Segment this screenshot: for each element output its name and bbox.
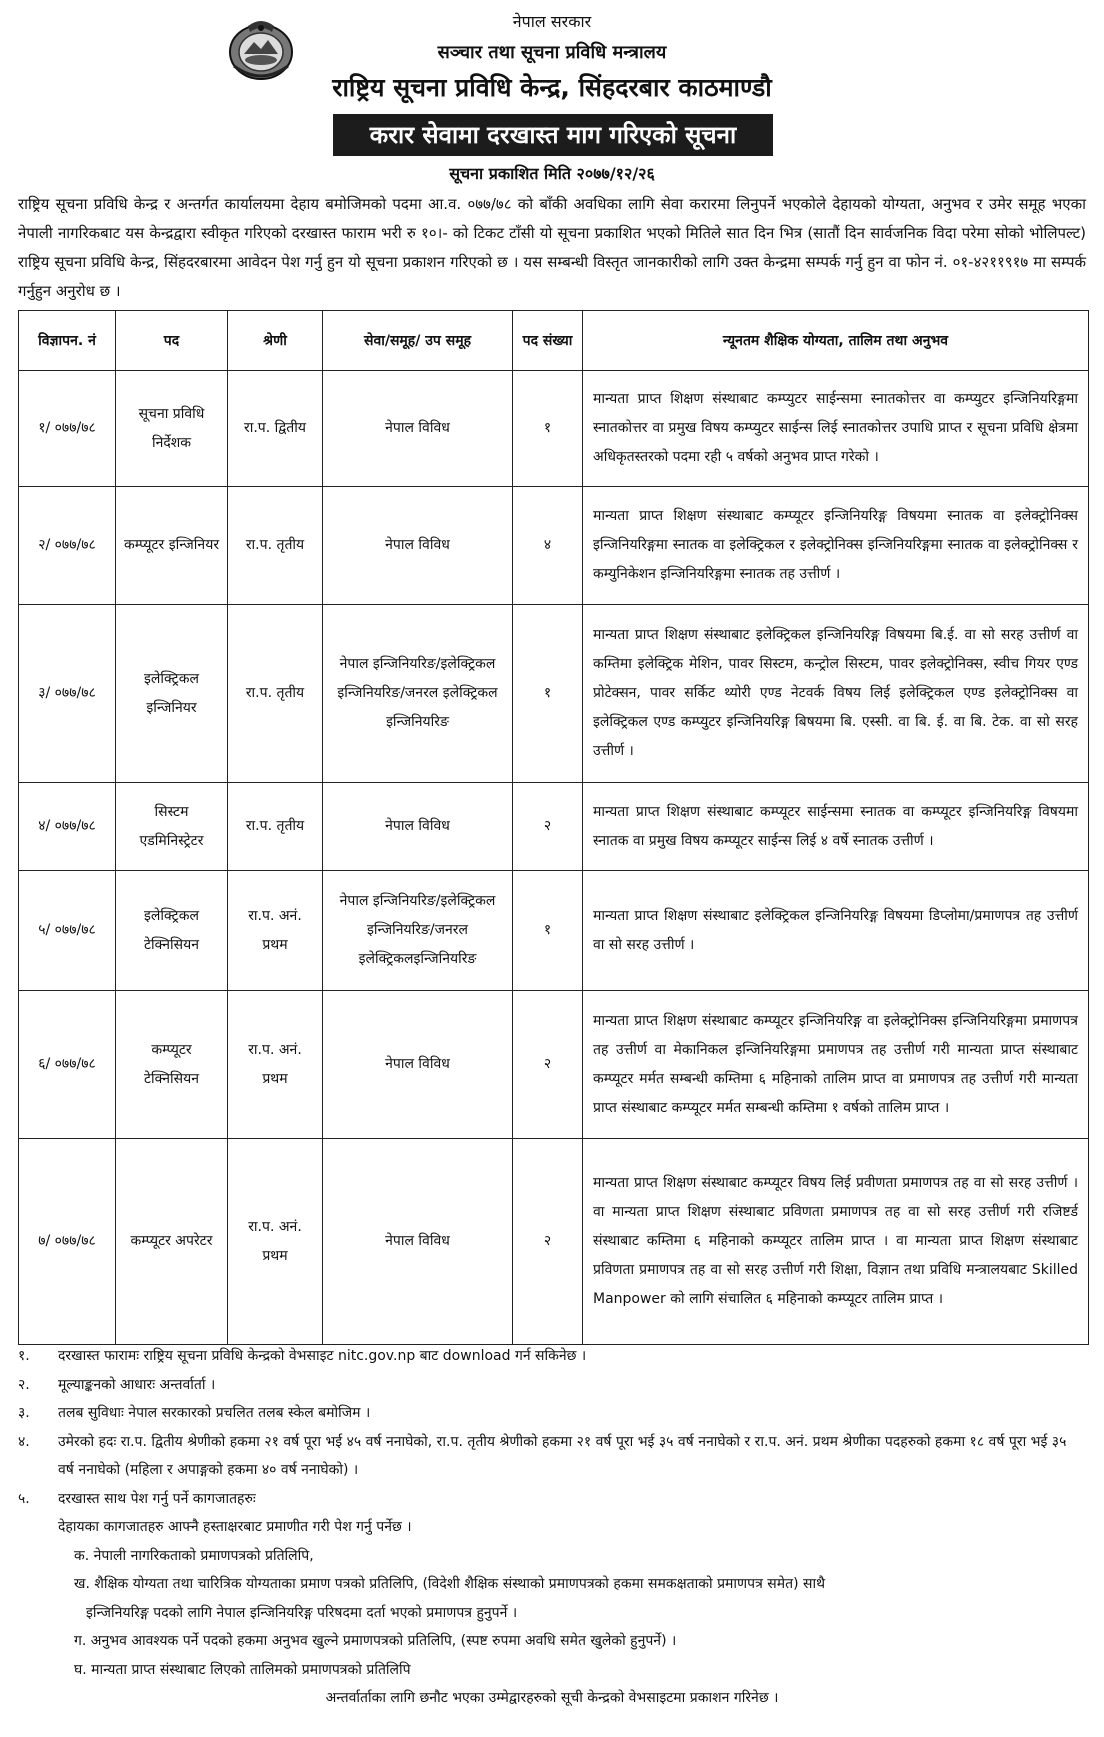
notice-title-banner: करार सेवामा दरखास्त माग गरिएको सूचना: [333, 114, 773, 156]
ad-no-cell: ७/ ०७७/७८: [19, 1139, 116, 1345]
ministry-name: सञ्चार तथा सूचना प्रविधि मन्त्रालय: [437, 42, 667, 63]
table-row: [19, 871, 1089, 991]
count-cell: २: [513, 783, 583, 871]
qualification-cell: मान्यता प्राप्त शिक्षण संस्थाबाट कम्प्यूटर इन्जिनियरिङ्ग वा इलेक्ट्रोनिक्स इन्जिनियरिङ्गमा प्रमाणपत्र तह उत्तीर्ण वा मेकानिकल इन्जिनियरिङ्गमा प्रमाणपत्र तह उत्तीर्ण गरी मान्यता प्राप्त संस्थाबाट कम्प्यूटर मर्मत सम्बन्धी कम्तिमा ६ महिनाको तालिम प्राप्त वा प्रमाणपत्र तह उत्तीर्ण गरी मान्यता प्राप्त संस्थाबाट कम्प्यूटर मर्मत सम्बन्धी कम्तिमा १ वर्षको तालिम प्राप्त ।: [583, 991, 1089, 1139]
post-cell: इलेक्ट्रिकल टेक्निसियन: [116, 871, 228, 991]
published-date: सूचना प्रकाशित मिति २०७७/१२/२६: [449, 164, 655, 183]
count-cell: २: [513, 1139, 583, 1345]
note-5-item-ka: क. नेपाली नागरिकताको प्रमाणपत्रको प्रतिलिपि,: [74, 1547, 314, 1564]
service-cell: नेपाल विविध: [323, 487, 513, 605]
note-5-item-gha: घ. मान्यता प्राप्त संस्थाबाट लिएको तालिमको प्रमाणपत्रको प्रतिलिपि: [74, 1661, 411, 1678]
note-text: मूल्याङ्कनको आधारः अन्तर्वार्ता ।: [58, 1376, 216, 1393]
ad-no-cell: ३/ ०७७/७८: [19, 605, 116, 783]
note-5-item-kha: ख. शैक्षिक योग्यता तथा चारित्रिक योग्यताका प्रमाण पत्रको प्रतिलिपि, (विदेशी शैक्षिक संस्थाको प्रमाणपत्रको हकमा समकक्षताको प्रमाणपत्र समेत) साथै: [74, 1576, 826, 1592]
qualification-cell: मान्यता प्राप्त शिक्षण संस्थाबाट इलेक्ट्रिकल इन्जिनियरिङ्ग विषयमा बि.ई. वा सो सरह उत्तीर्ण वा कम्तिमा इलेक्ट्रिक मेशिन, पावर सिस्टम, कन्ट्रोल सिस्टम, पावर इलेक्ट्रोनिक्स, स्वीच गियर एण्ड प्रोटेक्सन, पावर सर्किट थ्योरी एण्ड नेटवर्क विषय लिई इलेक्ट्रिकल एण्ड इलेक्ट्रोनिक्स वा इलेक्ट्रिकल एण्ड कम्प्युटर इन्जिनियरिङ्ग बिषयमा बि. एस्सी. वा बि. ई. वा बि. टेक. वा सो सरह उत्तीर्ण ।: [583, 605, 1089, 783]
note-number: ३.: [18, 1405, 30, 1421]
ad-no-cell: ५/ ०७७/७८: [19, 871, 116, 991]
note-text: दरखास्त साथ पेश गर्नु पर्ने कागजातहरुः: [58, 1490, 256, 1507]
post-cell: सूचना प्रविधि निर्देशक: [116, 371, 228, 487]
table-row: [19, 991, 1089, 1139]
header-ad-no: विज्ञापन. नं: [19, 311, 116, 371]
note-text: तलब सुविधाः नेपाल सरकारको प्रचलित तलब स्केल बमोजिम ।: [58, 1405, 371, 1421]
header-service: सेवा/समूह/ उप समूह: [323, 311, 513, 371]
post-cell: कम्प्यूटर इन्जिनियर: [116, 487, 228, 605]
service-cell: नेपाल विविध: [323, 371, 513, 487]
class-cell: रा.प. अनं. प्रथम: [228, 871, 323, 991]
class-cell: रा.प. अनं. प्रथम: [228, 991, 323, 1139]
class-cell: रा.प. तृतीय: [228, 605, 323, 783]
note-3: [18, 1399, 1086, 1428]
note-text: दरखास्त फारामः राष्ट्रिय सूचना प्रविधि केन्द्रको वेभसाइट nitc.gov.np बाट download गर्न सकिनेछ ।: [58, 1348, 587, 1364]
note-5-item-ga: ग. अनुभव आवश्यक पर्ने पदको हकमा अनुभव खुल्ने प्रमाणपत्रको प्रतिलिपि, (स्पष्ट रुपमा अवधि समेत खुलेको हुनुपर्ने) ।: [74, 1633, 677, 1649]
class-cell: रा.प. तृतीय: [228, 783, 323, 871]
note-text: उमेरको हदः रा.प. द्वितीय श्रेणीको हकमा २१ वर्ष पूरा भई ४५ वर्ष ननाघेको, रा.प. तृतीय श्रेणीको हकमा २१ वर्ष पूरा भई ३५ वर्ष ननाघेको र रा.प. अनं. प्रथम श्रेणीका पदहरुको हकमा १८ वर्ष पूरा भई ३५ वर्ष ननाघेको (महिला र अपाङ्गको हकमा ४० वर्ष ननाघेको) ।: [58, 1433, 1067, 1478]
count-cell: ४: [513, 487, 583, 605]
header-class: श्रेणी: [228, 311, 323, 371]
qualification-cell: मान्यता प्राप्त शिक्षण संस्थाबाट कम्प्युटर साईन्समा स्नातकोत्तर वा कम्प्युटर इन्जिनियरिङ्गमा स्नातकोत्तर वा प्रमुख विषय कम्प्युटर साईन्स लिई स्नातकोत्तर उपाधि प्राप्त र सूचना प्रविधि क्षेत्रमा अधिकृतस्तरको पदमा रही ५ वर्षको अनुभव प्राप्त गरेको ।: [583, 371, 1089, 487]
vacancy-table: [18, 310, 1089, 1345]
count-cell: २: [513, 991, 583, 1139]
count-cell: १: [513, 871, 583, 991]
post-cell: सिस्टम एडमिनिस्ट्रेटर: [116, 783, 228, 871]
center-name: राष्ट्रिय सूचना प्रविधि केन्द्र, सिंहदरबार काठमाण्डौ: [332, 73, 772, 102]
ad-no-cell: १/ ०७७/७८: [19, 371, 116, 487]
table-row: [19, 605, 1089, 783]
service-cell: नेपाल विविध: [323, 783, 513, 871]
note-5: [18, 1485, 1086, 1514]
service-cell: नेपाल इन्जिनियरिङ/इलेक्ट्रिकल इन्जिनियरिङ/जनरल इलेक्ट्रिकल इन्जिनियरिङ: [323, 605, 513, 783]
table-row: [19, 783, 1089, 871]
note-number: ५.: [18, 1490, 30, 1507]
qualification-cell: मान्यता प्राप्त शिक्षण संस्थाबाट इलेक्ट्रिकल इन्जिनियरिङ्ग विषयमा डिप्लोमा/प्रमाणपत्र तह उत्तीर्ण वा सो सरह उत्तीर्ण ।: [583, 871, 1089, 991]
note-4: [18, 1428, 1086, 1485]
table-row: [19, 1139, 1089, 1345]
service-cell: नेपाल विविध: [323, 1139, 513, 1345]
table-row: [19, 371, 1089, 487]
header-count: पद संख्या: [513, 311, 583, 371]
note-number: ४.: [18, 1433, 30, 1450]
ad-no-cell: २/ ०७७/७८: [19, 487, 116, 605]
class-cell: रा.प. तृतीय: [228, 487, 323, 605]
class-cell: रा.प. अनं. प्रथम: [228, 1139, 323, 1345]
qualification-cell: मान्यता प्राप्त शिक्षण संस्थाबाट कम्प्यूटर विषय लिई प्रवीणता प्रमाणपत्र तह वा सो सरह उत्तीर्ण । वा मान्यता प्राप्त शिक्षण संस्थाबाट प्रविणता प्रमाणपत्र तह वा सो सरह उत्तीर्ण गरी रजिष्टर्ड संस्थाबाट कम्तिमा ६ महिनाको कम्प्यूटर तालिम प्राप्त । वा मान्यता प्राप्त शिक्षण संस्थाबाट प्रविणता प्रमाणपत्र तह वा सो सरह उत्तीर्ण गरी शिक्षा, विज्ञान तथा प्रविधि मन्त्रालयबाट Skilled Manpower को लागि संचालित ६ महिनाको कम्प्यूटर तालिम प्राप्त ।: [583, 1139, 1089, 1345]
header-post: पद: [116, 311, 228, 371]
note-5-intro: देहायका कागजातहरु आफ्नै हस्ताक्षरबाट प्रमाणीत गरी पेश गर्नु पर्नेछ ।: [58, 1519, 412, 1535]
class-cell: रा.प. द्वितीय: [228, 371, 323, 487]
qualification-cell: मान्यता प्राप्त शिक्षण संस्थाबाट कम्प्यूटर साईन्समा स्नातक वा कम्प्यूटर इन्जिनियरिङ्ग विषयमा स्नातक वा प्रमुख विषय कम्प्यूटर साईन्स लिई ४ वर्षे स्नातक उत्तीर्ण ।: [583, 783, 1089, 871]
government-name: नेपाल सरकार: [512, 12, 592, 31]
table-row: [19, 487, 1089, 605]
service-cell: नेपाल विविध: [323, 991, 513, 1139]
note-5-item-kha-continued: इन्जिनियरिङ्ग पदको लागि नेपाल इन्जिनियरिङ्ग परिषदमा दर्ता भएको प्रमाणपत्र हुनुपर्ने ।: [86, 1604, 518, 1621]
intro-paragraph: राष्ट्रिय सूचना प्रविधि केन्द्र र अन्तर्गत कार्यालयमा देहाय बमोजिमको पदमा आ.व. ०७७/७८ को बाँकी अवधिका लागि सेवा करारमा लिनुपर्ने भएकोले देहायको योग्यता, अनुभव र उमेर समूह भएका नेपाली नागरिकबाट यस केन्द्रद्वारा स्वीकृत गरिएको दरखास्त फाराम भरी रु १०।- को टिकट टाँसी यो सूचना प्रकाशित भएको मितिले सात दिन भित्र (सातौं दिन सार्वजनिक विदा परेमा सोको भोलिपल्ट) राष्ट्रिय सूचना प्रविधि केन्द्र, सिंहदरबारमा आवेदन पेश गर्नु हुन यो सूचना प्रकाशन गरिएको छ । यस सम्बन्धी विस्तृत जानकारीको लागि उक्त केन्द्रमा सम्पर्क गर्नु हुन वा फोन नं. ०१-४२११९१७ मा सम्पर्क गर्नुहुन अनुरोध छ ।: [18, 195, 1086, 300]
count-cell: १: [513, 371, 583, 487]
note-1: [18, 1342, 1086, 1371]
table-header-row: [19, 311, 1089, 371]
ad-no-cell: ६/ ०७७/७८: [19, 991, 116, 1139]
notes-section: [18, 1342, 1086, 1713]
service-cell: नेपाल इन्जिनियरिङ/इलेक्ट्रिकल इन्जिनियरिङ/जनरल इलेक्ट्रिकलइन्जिनियरिङ: [323, 871, 513, 991]
note-2: [18, 1371, 1086, 1400]
qualification-cell: मान्यता प्राप्त शिक्षण संस्थाबाट कम्प्यूटर इन्जिनियरिङ्ग विषयमा स्नातक वा इलेक्ट्रोनिक्स इन्जिनियरिङ्गमा स्नातक वा इलेक्ट्रिकल र इलेक्ट्रोनिक्स इन्जिनियरिङ्गमा स्नातक वा इलेक्ट्रोनिक्स र कम्युनिकेशन इन्जिनियरिङ्गमा स्नातक तह उत्तीर्ण ।: [583, 487, 1089, 605]
post-cell: इलेक्ट्रिकल इन्जिनियर: [116, 605, 228, 783]
ad-no-cell: ४/ ०७७/७८: [19, 783, 116, 871]
note-number: १.: [18, 1348, 30, 1364]
footer-note: अन्तर्वार्ताका लागि छनौट भएका उम्मेद्वारहरुको सूची केन्द्रको वेभसाइटमा प्रकाशन गरिनेछ ।: [325, 1690, 779, 1706]
post-cell: कम्प्यूटर अपरेटर: [116, 1139, 228, 1345]
notice-header: [0, 0, 1104, 183]
header-qualification: न्यूनतम शैक्षिक योग्यता, तालिम तथा अनुभव: [583, 311, 1089, 371]
post-cell: कम्प्यूटर टेक्निसियन: [116, 991, 228, 1139]
count-cell: १: [513, 605, 583, 783]
note-number: २.: [18, 1376, 30, 1393]
